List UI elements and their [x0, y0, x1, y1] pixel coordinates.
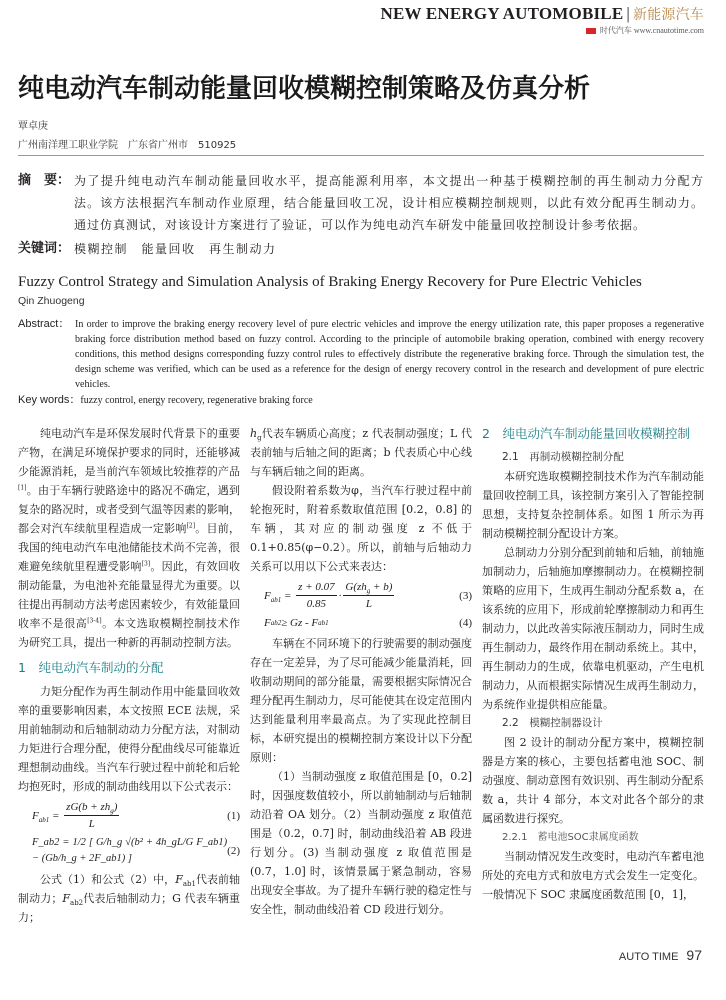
- subsection-heading-2-2-1: 2.2.1 蓄电池SOC隶属度函数: [502, 832, 639, 843]
- intro-text: 。本文选取模糊控制技术作为研究工具，提出一种新的再制动控制方法。: [18, 617, 240, 649]
- citation[interactable]: [1]: [18, 484, 27, 492]
- equation-1-lhs: $F_{ab1}$ =: [32, 809, 63, 824]
- subsection-heading-2-1: 2.1 再制动模糊控制分配: [502, 451, 624, 463]
- equation-1-fraction: $\frac{zG(b + zh_g)}{L}$: [66, 801, 118, 830]
- body-column-2: [250, 424, 472, 919]
- intro-text: 。目前，我国的纯电动汽车电池储能技术尚不完善，很难避免续航里程遭受影响: [18, 522, 241, 573]
- intro-text: 。因此，有效回收制动能量，为电池补充能量显得尤为重要。以往提出再制动方法考虑因素较少，有效能量回收率不是很高: [18, 560, 241, 630]
- equation-3-lhs: $F_{ab1}$ =: [264, 589, 295, 604]
- equation-1-number: (1): [227, 809, 240, 822]
- header-divider: [18, 155, 704, 156]
- intro-text: 纯电动汽车是环保发展时代背景下的重要产物，在满足环境保护要求的同时，还能够减少能源消耗，是当前汽车领域比较推荐的产品: [18, 427, 240, 478]
- intro-paragraph: [18, 424, 240, 652]
- section-2-2-paragraph: 图 2 设计的制动分配方案中，模糊控制器是方案的核心，主要包括蓄电池 SOC、制动强度、制动意图有效识别、再生制动分配系数 a，共计 4 部分，本文对此各个部分的隶属函数进行探究。: [482, 736, 704, 825]
- keywords-label-en: Key words：: [18, 394, 81, 406]
- abstract-cn: [18, 170, 704, 236]
- abstract-label-cn: 摘 要：: [18, 173, 71, 188]
- abstract-text-en: In order to improve the braking energy recovery level of pure electric vehicles and improve the energy utilization rate, this paper proposes a regenerative braking force distribution method based on fuzzy control. According to the principle of automobile braking operation, combined with energy recovery conditions, this method designs corresponding fuzzy control rules to effectively distribute the regenerative braking force. Through the simulation test, the design scheme was verified, which can be used as a reference for the design of energy recovery control in the research and development of pure electric vehicles.: [75, 319, 704, 390]
- variable-definitions: $h_g$代表车辆质心高度；z 代表制动强度；L 代表前轴与后轴之间的距离；b 代表质心中心线与车辆后轴之间的距离。: [250, 427, 472, 478]
- citation[interactable]: [3-4]: [87, 617, 102, 625]
- page-footer: [0, 927, 726, 975]
- header-separator: |: [626, 4, 630, 23]
- equation-1: [18, 799, 240, 832]
- equation-3-expression: [264, 579, 396, 612]
- publisher-name: 时代汽车: [599, 26, 632, 35]
- citation[interactable]: [3]: [141, 560, 151, 568]
- keywords-text-cn: 模糊控制 能量回收 再生制动力: [74, 242, 277, 256]
- equation-explanation: 公式（1）和公式（2）中，$F_{ab1}$代表前轴制动力；$F_{ab2}$代表后轴制动力；G 代表车辆重力；: [18, 873, 240, 924]
- section-heading-2: 2 纯电动汽车制动能量回收模糊控制: [482, 426, 690, 441]
- body-column-1: [18, 424, 240, 927]
- author-en: Qin Zhuogeng: [18, 295, 85, 307]
- distribution-paragraph: 车辆在不同环境下的行驶需要的制动强度存在一定差异，为了尽可能减少能量消耗，回收制动期间的部分能量，需要根据实际情况合理分配再生制动力，尽可能使其在设定范围内达到能量利用率最高点。为了实现此控制目标，本研究提出的模糊控制方案设计以下分配原则：: [250, 637, 472, 764]
- section-2-2-1-paragraph: 当制动情况发生改变时，电动汽车蓄电池所处的充电方式和放电方式会发生一定变化。一般情况下 SOC 隶属度函数范围 [0，1]，: [482, 850, 704, 901]
- front-matter: [0, 0, 726, 408]
- article-title-cn: 纯电动汽车制动能量回收模糊控制策略及仿真分析: [18, 74, 591, 104]
- subsection-heading-2-2: 2.2 模糊控制器设计: [502, 717, 603, 729]
- multiply-dot: ·: [338, 589, 342, 602]
- section-heading-1: 1 纯电动汽车制动的分配: [18, 660, 164, 675]
- section-1-paragraph: 力矩分配作为再生制动作用中能量回收效率的重要影响因素，本文按照 ECE 法规，采用前轴制动和后轴制动动力分配方法，对制动力矩进行合理分配，使得分配曲线尽可能靠近理想制动曲线。当汽车行驶过程中前轮和后轮均抱死时，形成的制动曲线用以下公式表示：: [18, 685, 240, 793]
- author-cn: 覃卓庚: [18, 121, 48, 132]
- abstract-label-en: Abstract：: [18, 318, 70, 330]
- equation-1-expression: [32, 799, 121, 832]
- principles-paragraph: （1）当制动强度 z 取值范围是 [0，0.2] 时，因强度数值较小，所以前轴制动与后轴制动沿着 OA 划分。（2）当制动强度 z 取值范围是（0.2，0.7] 时，制动曲线沿着 AB 段进行划分。(3) 当制动强度 z 取值范围是 (0.7，1.0] 时，该情景属于紧急制动，容易出现安全事故。为了提升车辆行驶的稳定性与安全性，制动曲线沿着 CD 段进行划分。: [250, 770, 472, 916]
- section-2-1-paragraph-1: 本研究选取模糊控制技术作为汽车制动能量回收控制工具，该控制方案引入了智能控制思想，支持复杂控制体系。如图 1 所示为再制动模糊控制分配设计方案。: [482, 470, 704, 540]
- footer-magazine: AUTO TIME: [618, 951, 679, 963]
- equation-4-number: (4): [459, 617, 472, 629]
- keywords-label-cn: 关键词：: [18, 241, 71, 256]
- equation-2-body: F_ab2 = 1/2 [ G/h_g √(b² + 4h_gL/G F_ab1) − (Gb/h_g + 2F_ab1) ]: [32, 837, 228, 864]
- intro-text: 。由于车辆行驶路途中的路况不确定，遇到复杂的路况时，或者受到气温等因素的影响，都会对汽车续航里程造成一定影响: [18, 484, 240, 535]
- journal-name-en: NEW ENERGY AUTOMOBILE: [380, 4, 624, 23]
- affiliation-cn: 广州南洋理工职业学院 广东省广州市 510925: [18, 140, 237, 151]
- page-number: 97: [686, 947, 702, 963]
- body-column-3: [482, 424, 704, 904]
- article-title-en: Fuzzy Control Strategy and Simulation Analysis of Braking Energy Recovery for Pure Electric Vehicles: [18, 274, 642, 290]
- citation[interactable]: [2]: [186, 522, 196, 530]
- section-2-1-paragraph-2: 总制动力分别分配到前轴和后轴，前轴施加制动力，后轴施加摩擦制动力。在模糊控制策略的应用下，生成再生制动分配系数 a，在该系统的应用下，形成前轮摩擦制动力和再生制动力，以此改善实际液压制动力，同时生成再生制动力，最终作用在制动系统上。其中，再生制动力的生成，依靠电机驱动，产生电机制动力，从而根据实际情况生成再生制动力，为系统作业提供相应能量。: [482, 546, 704, 711]
- keywords-cn: [18, 238, 704, 260]
- equation-3-fraction-b: $\frac{G(zh_g + b)}{L}$: [345, 581, 393, 610]
- publisher-website[interactable]: www.cnautotime.com: [633, 26, 704, 35]
- abstract-text-cn: 为了提升纯电动汽车制动能量回收水平，提高能源利用率，本文提出一种基于模糊控制的再生制动力分配方法。该方法根据汽车制动作业原理，结合能量回收工况，设计相应模糊控制规则，以此有效分配再生制动力。通过仿真测试，对该设计方案进行了验证，可以作为纯电动汽车研发中能量回收控制设计参考依据。: [74, 174, 704, 232]
- equation-4-body: F ab2 ≥ Gz - F ab1: [264, 617, 329, 629]
- adhesion-paragraph: 假设附着系数为φ，当汽车行驶过程中前轮抱死时，附着系数取值范围 [0.2，0.8] 的车辆，其对应的制动强度 z 不低于 0.1+0.85(φ−0.2）。所以，前轴与后轴动力关系可以用以下公式来表达：: [250, 484, 472, 573]
- body-columns: [0, 408, 726, 927]
- journal-name-cn: 新能源汽车: [633, 7, 704, 23]
- equation-3: [250, 579, 472, 612]
- keywords-en: [18, 393, 704, 408]
- equation-3-number: (3): [459, 589, 472, 602]
- abstract-en: [18, 317, 704, 392]
- keywords-text-en: fuzzy control, energy recovery, regenerative braking force: [80, 395, 313, 406]
- equation-3-fraction-a: $\frac{z + 0.07}{0.85}$: [298, 581, 335, 610]
- equation-4: [250, 615, 472, 631]
- equation-2-number: (2): [227, 845, 240, 857]
- equation-2: [18, 835, 240, 867]
